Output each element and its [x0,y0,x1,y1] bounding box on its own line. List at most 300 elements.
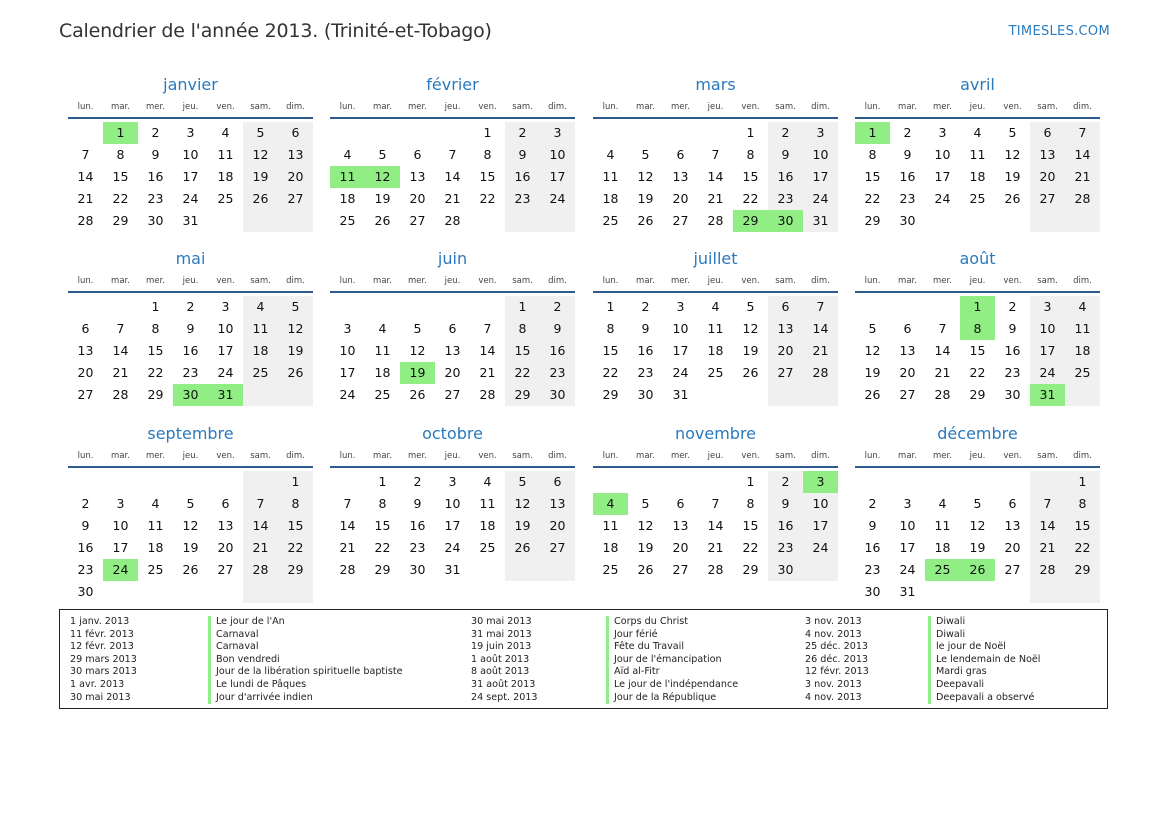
day-cell[interactable]: 14 [1065,144,1100,166]
day-cell[interactable]: 17 [540,166,575,188]
day-cell[interactable]: 15 [505,340,540,362]
day-cell[interactable]: 14 [479,343,496,358]
day-cell[interactable]: 16 [768,515,803,537]
day-cell[interactable]: 22 [278,537,313,559]
day-cell[interactable]: 28 [479,387,496,402]
day-cell[interactable]: 8 [1065,493,1100,515]
day-cell[interactable]: 10 [540,144,575,166]
day-cell[interactable]: 13 [278,144,313,166]
day-cell[interactable]: 20 [409,191,426,206]
day-cell[interactable]: 30 [864,584,881,599]
day-cell[interactable]: 17 [444,518,461,533]
day-cell[interactable]: 23 [182,365,199,380]
day-cell[interactable]: 10 [339,343,356,358]
day-cell[interactable]: 8 [505,318,540,340]
day-cell[interactable]: 15 [1065,515,1100,537]
day-cell[interactable]: 8 [868,147,877,162]
day-cell[interactable]: 12 [243,144,278,166]
day-cell[interactable]: 9 [81,518,90,533]
day-cell[interactable]: 18 [147,540,164,555]
day-cell[interactable]: 28 [339,562,356,577]
day-cell[interactable]: 29 [602,387,619,402]
day-cell[interactable]: 16 [768,166,803,188]
day-cell[interactable]: 11 [374,343,391,358]
day-cell[interactable]: 26 [637,213,654,228]
day-cell[interactable]: 3 [448,474,457,489]
day-cell[interactable]: 21 [112,365,129,380]
day-cell[interactable]: 7 [711,147,720,162]
day-cell[interactable]: 8 [960,318,995,340]
day-cell[interactable]: 29 [733,210,768,232]
day-cell[interactable]: 13 [217,518,234,533]
day-cell[interactable]: 31 [672,387,689,402]
day-cell[interactable]: 28 [1065,188,1100,210]
day-cell[interactable]: 23 [77,562,94,577]
day-cell[interactable]: 19 [969,540,986,555]
day-cell[interactable]: 7 [81,147,90,162]
day-cell[interactable]: 17 [899,540,916,555]
day-cell[interactable]: 30 [768,210,803,232]
day-cell[interactable]: 1 [505,296,540,318]
day-cell[interactable]: 14 [707,518,724,533]
day-cell[interactable]: 23 [768,188,803,210]
day-cell[interactable]: 26 [505,537,540,559]
day-cell[interactable]: 1 [151,299,160,314]
day-cell[interactable]: 25 [707,365,724,380]
day-cell[interactable]: 25 [969,191,986,206]
day-cell[interactable]: 28 [803,362,838,384]
day-cell[interactable]: 24 [444,540,461,555]
day-cell[interactable]: 21 [707,191,724,206]
day-cell[interactable]: 5 [243,122,278,144]
day-cell[interactable]: 30 [409,562,426,577]
day-cell[interactable]: 29 [112,213,129,228]
day-cell[interactable]: 28 [243,559,278,581]
day-cell[interactable]: 16 [637,343,654,358]
day-cell[interactable]: 11 [1065,318,1100,340]
day-cell[interactable]: 27 [77,387,94,402]
day-cell[interactable]: 27 [672,213,689,228]
day-cell[interactable]: 25 [479,540,496,555]
day-cell[interactable]: 26 [637,562,654,577]
day-cell[interactable]: 10 [672,321,689,336]
day-cell[interactable]: 29 [969,387,986,402]
day-cell[interactable]: 27 [672,562,689,577]
day-cell[interactable]: 13 [409,169,426,184]
day-cell[interactable]: 26 [409,387,426,402]
day-cell[interactable]: 16 [505,166,540,188]
day-cell[interactable]: 19 [1004,169,1021,184]
day-cell[interactable]: 25 [602,213,619,228]
day-cell[interactable]: 12 [637,518,654,533]
day-cell[interactable]: 4 [483,474,492,489]
day-cell[interactable]: 10 [1030,318,1065,340]
day-cell[interactable]: 22 [742,540,759,555]
day-cell[interactable]: 11 [479,496,496,511]
day-cell[interactable]: 6 [768,296,803,318]
day-cell[interactable]: 14 [803,318,838,340]
day-cell[interactable]: 7 [448,147,457,162]
day-cell[interactable]: 22 [505,362,540,384]
day-cell[interactable]: 19 [182,540,199,555]
day-cell[interactable]: 31 [899,584,916,599]
day-cell[interactable]: 27 [1004,562,1021,577]
day-cell[interactable]: 15 [278,515,313,537]
day-cell[interactable]: 17 [934,169,951,184]
day-cell[interactable]: 12 [1004,147,1021,162]
day-cell[interactable]: 9 [768,144,803,166]
day-cell[interactable]: 26 [742,365,759,380]
day-cell[interactable]: 29 [374,562,391,577]
day-cell[interactable]: 10 [899,518,916,533]
day-cell[interactable]: 19 [278,340,313,362]
day-cell[interactable]: 24 [217,365,234,380]
day-cell[interactable]: 24 [103,559,138,581]
day-cell[interactable]: 2 [768,471,803,493]
day-cell[interactable]: 9 [868,518,877,533]
day-cell[interactable]: 15 [742,169,759,184]
day-cell[interactable]: 14 [1030,515,1065,537]
day-cell[interactable]: 20 [278,166,313,188]
day-cell[interactable]: 17 [1030,340,1065,362]
day-cell[interactable]: 8 [606,321,615,336]
day-cell[interactable]: 2 [768,122,803,144]
day-cell[interactable]: 25 [1065,362,1100,384]
day-cell[interactable]: 23 [540,362,575,384]
day-cell[interactable]: 3 [903,496,912,511]
day-cell[interactable]: 3 [1030,296,1065,318]
day-cell[interactable]: 27 [409,213,426,228]
day-cell[interactable]: 28 [77,213,94,228]
day-cell[interactable]: 31 [182,213,199,228]
day-cell[interactable]: 5 [278,296,313,318]
day-cell[interactable]: 17 [803,515,838,537]
day-cell[interactable]: 6 [1030,122,1065,144]
day-cell[interactable]: 4 [593,493,628,515]
day-cell[interactable]: 12 [278,318,313,340]
day-cell[interactable]: 2 [540,296,575,318]
day-cell[interactable]: 4 [378,321,387,336]
day-cell[interactable]: 11 [602,518,619,533]
day-cell[interactable]: 12 [637,169,654,184]
day-cell[interactable]: 17 [182,169,199,184]
day-cell[interactable]: 1 [278,471,313,493]
day-cell[interactable]: 1 [103,122,138,144]
day-cell[interactable]: 29 [278,559,313,581]
day-cell[interactable]: 9 [505,144,540,166]
day-cell[interactable]: 12 [182,518,199,533]
day-cell[interactable]: 23 [147,191,164,206]
day-cell[interactable]: 23 [1004,365,1021,380]
day-cell[interactable]: 1 [606,299,615,314]
day-cell[interactable]: 11 [330,166,365,188]
day-cell[interactable]: 24 [1030,362,1065,384]
day-cell[interactable]: 22 [969,365,986,380]
day-cell[interactable]: 13 [672,169,689,184]
day-cell[interactable]: 15 [479,169,496,184]
day-cell[interactable]: 18 [707,343,724,358]
day-cell[interactable]: 4 [606,147,615,162]
day-cell[interactable]: 24 [803,188,838,210]
day-cell[interactable]: 7 [116,321,125,336]
day-cell[interactable]: 23 [864,562,881,577]
day-cell[interactable]: 26 [182,562,199,577]
day-cell[interactable]: 22 [112,191,129,206]
day-cell[interactable]: 18 [374,365,391,380]
day-cell[interactable]: 5 [413,321,422,336]
day-cell[interactable]: 11 [969,147,986,162]
day-cell[interactable]: 22 [742,191,759,206]
day-cell[interactable]: 29 [147,387,164,402]
day-cell[interactable]: 6 [540,471,575,493]
day-cell[interactable]: 24 [339,387,356,402]
day-cell[interactable]: 30 [637,387,654,402]
day-cell[interactable]: 29 [505,384,540,406]
day-cell[interactable]: 18 [934,540,951,555]
day-cell[interactable]: 19 [374,191,391,206]
day-cell[interactable]: 14 [444,169,461,184]
day-cell[interactable]: 12 [969,518,986,533]
day-cell[interactable]: 20 [768,340,803,362]
day-cell[interactable]: 13 [540,493,575,515]
day-cell[interactable]: 12 [505,493,540,515]
day-cell[interactable]: 29 [864,213,881,228]
day-cell[interactable]: 31 [1030,384,1065,406]
day-cell[interactable]: 14 [339,518,356,533]
day-cell[interactable]: 15 [147,343,164,358]
day-cell[interactable]: 6 [903,321,912,336]
day-cell[interactable]: 13 [77,343,94,358]
day-cell[interactable]: 5 [746,299,755,314]
day-cell[interactable]: 13 [1030,144,1065,166]
day-cell[interactable]: 21 [243,537,278,559]
day-cell[interactable]: 1 [483,125,492,140]
day-cell[interactable]: 26 [243,188,278,210]
day-cell[interactable]: 18 [339,191,356,206]
day-cell[interactable]: 9 [413,496,422,511]
day-cell[interactable]: 25 [374,387,391,402]
day-cell[interactable]: 2 [505,122,540,144]
day-cell[interactable]: 20 [899,365,916,380]
day-cell[interactable]: 4 [243,296,278,318]
day-cell[interactable]: 16 [147,169,164,184]
day-cell[interactable]: 18 [243,340,278,362]
day-cell[interactable]: 7 [938,321,947,336]
day-cell[interactable]: 3 [676,299,685,314]
day-cell[interactable]: 27 [1030,188,1065,210]
day-cell[interactable]: 11 [602,169,619,184]
day-cell[interactable]: 19 [400,362,435,384]
day-cell[interactable]: 5 [505,471,540,493]
day-cell[interactable]: 20 [1030,166,1065,188]
day-cell[interactable]: 24 [672,365,689,380]
day-cell[interactable]: 10 [112,518,129,533]
day-cell[interactable]: 20 [540,515,575,537]
day-cell[interactable]: 4 [1065,296,1100,318]
day-cell[interactable]: 27 [540,537,575,559]
day-cell[interactable]: 7 [343,496,352,511]
day-cell[interactable]: 14 [77,169,94,184]
day-cell[interactable]: 11 [934,518,951,533]
day-cell[interactable]: 4 [711,299,720,314]
day-cell[interactable]: 14 [934,343,951,358]
day-cell[interactable]: 30 [1004,387,1021,402]
day-cell[interactable]: 6 [81,321,90,336]
day-cell[interactable]: 9 [768,493,803,515]
day-cell[interactable]: 22 [864,191,881,206]
day-cell[interactable]: 8 [746,496,755,511]
day-cell[interactable]: 12 [742,321,759,336]
day-cell[interactable]: 7 [803,296,838,318]
day-cell[interactable]: 15 [374,518,391,533]
day-cell[interactable]: 19 [637,540,654,555]
day-cell[interactable]: 28 [1030,559,1065,581]
day-cell[interactable]: 14 [243,515,278,537]
day-cell[interactable]: 5 [378,147,387,162]
day-cell[interactable]: 19 [637,191,654,206]
day-cell[interactable]: 25 [243,362,278,384]
day-cell[interactable]: 10 [803,493,838,515]
day-cell[interactable]: 23 [899,191,916,206]
day-cell[interactable]: 22 [1065,537,1100,559]
day-cell[interactable]: 31 [803,210,838,232]
day-cell[interactable]: 13 [768,318,803,340]
day-cell[interactable]: 21 [479,365,496,380]
day-cell[interactable]: 5 [641,496,650,511]
day-cell[interactable]: 18 [969,169,986,184]
day-cell[interactable]: 2 [151,125,160,140]
day-cell[interactable]: 2 [1008,299,1017,314]
day-cell[interactable]: 20 [444,365,461,380]
day-cell[interactable]: 11 [707,321,724,336]
day-cell[interactable]: 4 [151,496,160,511]
day-cell[interactable]: 17 [112,540,129,555]
day-cell[interactable]: 26 [960,559,995,581]
day-cell[interactable]: 10 [934,147,951,162]
day-cell[interactable]: 26 [864,387,881,402]
day-cell[interactable]: 5 [186,496,195,511]
day-cell[interactable]: 26 [278,362,313,384]
day-cell[interactable]: 2 [413,474,422,489]
day-cell[interactable]: 7 [711,496,720,511]
day-cell[interactable]: 2 [81,496,90,511]
day-cell[interactable]: 27 [768,362,803,384]
day-cell[interactable]: 5 [973,496,982,511]
day-cell[interactable]: 16 [182,343,199,358]
day-cell[interactable]: 5 [641,147,650,162]
day-cell[interactable]: 3 [221,299,230,314]
day-cell[interactable]: 1 [378,474,387,489]
day-cell[interactable]: 14 [707,169,724,184]
day-cell[interactable]: 21 [339,540,356,555]
day-cell[interactable]: 20 [77,365,94,380]
day-cell[interactable]: 14 [112,343,129,358]
day-cell[interactable]: 24 [934,191,951,206]
day-cell[interactable]: 15 [112,169,129,184]
day-cell[interactable]: 4 [221,125,230,140]
day-cell[interactable]: 11 [147,518,164,533]
day-cell[interactable]: 6 [278,122,313,144]
day-cell[interactable]: 15 [742,518,759,533]
day-cell[interactable]: 7 [1030,493,1065,515]
day-cell[interactable]: 30 [147,213,164,228]
day-cell[interactable]: 6 [448,321,457,336]
day-cell[interactable]: 3 [938,125,947,140]
day-cell[interactable]: 21 [934,365,951,380]
day-cell[interactable]: 25 [925,559,960,581]
day-cell[interactable]: 28 [707,562,724,577]
day-cell[interactable]: 12 [864,343,881,358]
day-cell[interactable]: 23 [768,537,803,559]
day-cell[interactable]: 16 [409,518,426,533]
day-cell[interactable]: 29 [742,562,759,577]
day-cell[interactable]: 4 [973,125,982,140]
day-cell[interactable]: 18 [217,169,234,184]
day-cell[interactable]: 24 [803,537,838,559]
day-cell[interactable]: 13 [1004,518,1021,533]
day-cell[interactable]: 9 [641,321,650,336]
day-cell[interactable]: 18 [602,191,619,206]
day-cell[interactable]: 21 [444,191,461,206]
day-cell[interactable]: 10 [182,147,199,162]
day-cell[interactable]: 9 [186,321,195,336]
day-cell[interactable]: 22 [602,365,619,380]
day-cell[interactable]: 27 [217,562,234,577]
day-cell[interactable]: 22 [479,191,496,206]
day-cell[interactable]: 3 [343,321,352,336]
day-cell[interactable]: 31 [208,384,243,406]
day-cell[interactable]: 1 [746,474,755,489]
day-cell[interactable]: 6 [221,496,230,511]
day-cell[interactable]: 15 [969,343,986,358]
day-cell[interactable]: 9 [540,318,575,340]
day-cell[interactable]: 19 [742,343,759,358]
day-cell[interactable]: 23 [637,365,654,380]
day-cell[interactable]: 2 [641,299,650,314]
day-cell[interactable]: 30 [768,559,803,581]
day-cell[interactable]: 31 [444,562,461,577]
day-cell[interactable]: 6 [676,496,685,511]
day-cell[interactable]: 1 [960,296,995,318]
brand-logo[interactable]: TIMESLES.COM [1008,24,1110,39]
day-cell[interactable]: 28 [934,387,951,402]
day-cell[interactable]: 6 [676,147,685,162]
day-cell[interactable]: 11 [243,318,278,340]
day-cell[interactable]: 16 [540,340,575,362]
day-cell[interactable]: 17 [217,343,234,358]
day-cell[interactable]: 20 [217,540,234,555]
day-cell[interactable]: 12 [409,343,426,358]
day-cell[interactable]: 9 [151,147,160,162]
day-cell[interactable]: 8 [278,493,313,515]
day-cell[interactable]: 22 [147,365,164,380]
day-cell[interactable]: 6 [413,147,422,162]
day-cell[interactable]: 3 [803,471,838,493]
day-cell[interactable]: 3 [116,496,125,511]
day-cell[interactable]: 8 [746,147,755,162]
day-cell[interactable]: 8 [483,147,492,162]
day-cell[interactable]: 9 [1008,321,1017,336]
day-cell[interactable]: 12 [365,166,400,188]
day-cell[interactable]: 21 [1065,166,1100,188]
day-cell[interactable]: 7 [243,493,278,515]
day-cell[interactable]: 25 [147,562,164,577]
day-cell[interactable]: 20 [1004,540,1021,555]
day-cell[interactable]: 16 [1004,343,1021,358]
day-cell[interactable]: 15 [864,169,881,184]
day-cell[interactable]: 9 [903,147,912,162]
day-cell[interactable]: 21 [1030,537,1065,559]
